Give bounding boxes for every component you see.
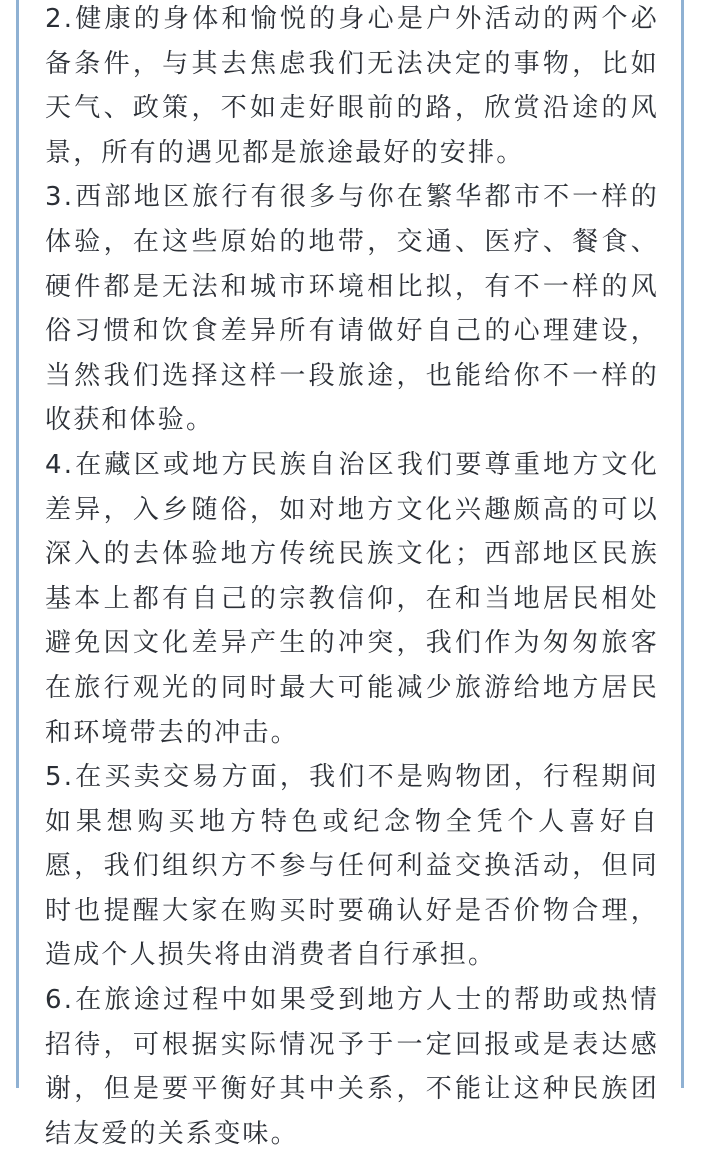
notice-item-5: 5.在买卖交易方面，我们不是购物团，行程期间如果想购买地方特色或纪念物全凭个人喜好自愿，我们组织方不参与任何利益交换活动，但同时也提醒大家在购买时要确认好是否价物合理，造成个人损失将由消费者自行承担。: [45, 762, 659, 971]
notice-item-6: 6.在旅途过程中如果受到地方人士的帮助或热情招待，可根据实际情况予于一定回报或是表达感谢，但是要平衡好其中关系，不能让这种民族团结友爱的关系变味。: [45, 985, 659, 1149]
notice-list: [19, 0, 681, 1156]
article-frame: [16, 0, 684, 1149]
notice-item-3: 3.西部地区旅行有很多与你在繁华都市不一样的体验，在这些原始的地带，交通、医疗、餐食、硬件都是无法和城市环境相比拟，有不一样的风俗习惯和饮食差异所有请做好自己的心理建设，当然我们选择这样一段旅途，也能给你不一样的收获和体验。: [45, 182, 659, 436]
notice-item-4: 4.在藏区或地方民族自治区我们要尊重地方文化差异，入乡随俗，如对地方文化兴趣颇高的可以深入的去体验地方传统民族文化；西部地区民族基本上都有自己的宗教信仰，在和当地居民相处避免因文化差异产生的冲突，我们作为匆匆旅客在旅行观光的同时最大可能减少旅游给地方居民和环境带去的冲击。: [45, 449, 659, 748]
notice-item-2: 2.健康的身体和愉悦的身心是户外活动的两个必备条件，与其去焦虑我们无法决定的事物，比如天气、政策，不如走好眼前的路，欣赏沿途的风景，所有的遇见都是旅途最好的安排。: [45, 4, 659, 168]
